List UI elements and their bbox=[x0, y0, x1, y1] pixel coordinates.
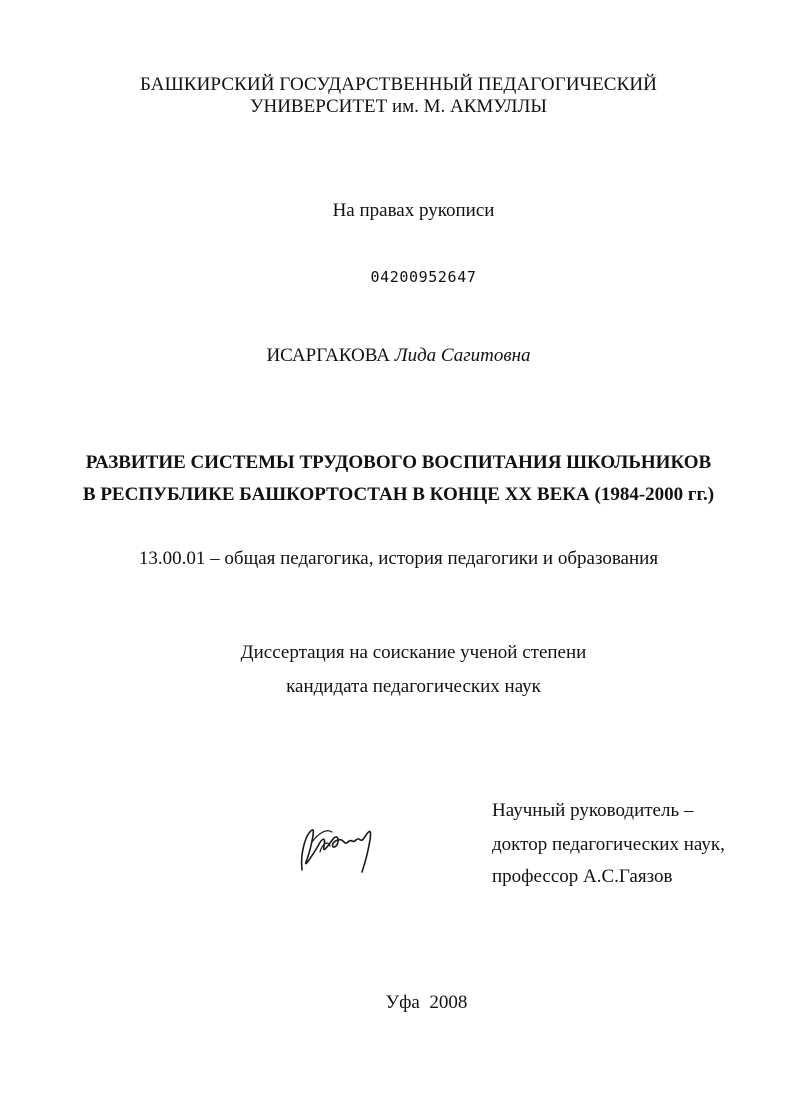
degree-line-1: Диссертация на соискание ученой степени bbox=[240, 642, 587, 663]
rights-note: На правах рукописи bbox=[332, 200, 495, 221]
author-name bbox=[0, 345, 797, 367]
university-name-line-2: УНИВЕРСИТЕТ им. М. АКМУЛЛЫ bbox=[250, 96, 547, 117]
degree-line-2: кандидата педагогических наук bbox=[286, 676, 541, 697]
specialty-code: 13.00.01 – общая педагогика, история педагогики и образования bbox=[138, 548, 659, 569]
author-given-names: Лида Сагитовна bbox=[394, 345, 531, 366]
supervisor-line-3: профессор А.С.Гаязов bbox=[492, 866, 673, 887]
dissertation-title-line-1: РАЗВИТИЕ СИСТЕМЫ ТРУДОВОГО ВОСПИТАНИЯ ШКОЛЬНИКОВ bbox=[85, 452, 712, 473]
author-surname: ИСАРГАКОВА bbox=[266, 345, 390, 366]
catalog-code: 04200952647 bbox=[370, 268, 477, 286]
dissertation-title-line-2: В РЕСПУБЛИКЕ БАШКОРТОСТАН В КОНЦЕ XX ВЕКА (1984-2000 гг.) bbox=[82, 484, 715, 505]
handwritten-signature-icon bbox=[292, 812, 376, 874]
city-year: Уфа 2008 bbox=[385, 992, 468, 1013]
supervisor-line-1: Научный руководитель – bbox=[492, 800, 694, 821]
supervisor-line-2: доктор педагогических наук, bbox=[492, 834, 725, 855]
university-name-line-1: БАШКИРСКИЙ ГОСУДАРСТВЕННЫЙ ПЕДАГОГИЧЕСКИЙ bbox=[139, 74, 657, 95]
